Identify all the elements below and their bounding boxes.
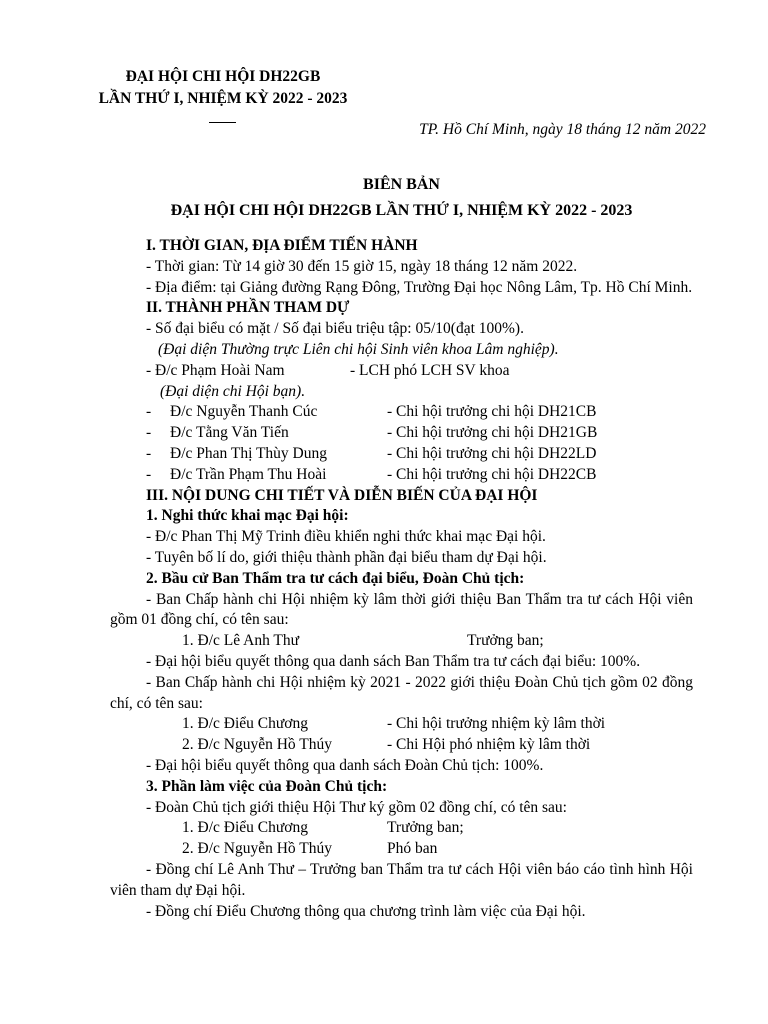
delegate-role: - Chi hội trưởng chi hội DH21GB	[387, 424, 598, 442]
list-dash: -	[146, 424, 152, 442]
opening-line-2: - Tuyên bố lí do, giới thiệu thành phần đại biểu tham dự Đại hội.	[146, 548, 547, 566]
section-1-heading: I. THỜI GIAN, ĐỊA ĐIỂM TIẾN HÀNH	[146, 237, 418, 254]
meeting-time: - Thời gian: Từ 14 giờ 30 đến 15 giờ 15, ngày 18 tháng 12 năm 2022.	[146, 257, 578, 275]
delegate-role: - Chi hội trưởng chi hội DH22CB	[387, 465, 597, 483]
member-name: 1. Đ/c Điểu Chương	[182, 819, 308, 837]
title-line-2: ĐẠI HỘI CHI HỘI DH22GB LẦN THỨ I, NHIỆM KỲ 2022 - 2023	[170, 202, 633, 219]
delegate-name: Đ/c Tằng Văn Tiến	[170, 424, 289, 442]
member-row	[110, 818, 693, 839]
delegate-row	[110, 402, 693, 423]
member-name: 2. Đ/c Nguyễn Hồ Thúy	[182, 736, 332, 754]
member-name: 1. Đ/c Điểu Chương	[182, 715, 308, 733]
presidium-intro: - Ban Chấp hành chi Hội nhiệm kỳ 2021 - 2022 giới thiệu Đoàn Chủ tịch gồm 02 đồng chí, có tên sau:	[110, 673, 693, 712]
organization-header	[78, 66, 368, 110]
list-dash: -	[146, 465, 152, 483]
delegate-role: - LCH phó LCH SV khoa	[350, 361, 510, 379]
section-2-heading: II. THÀNH PHẦN THAM DỰ	[146, 299, 350, 317]
opening-line-1: - Đ/c Phan Thị Mỹ Trinh điều khiển nghi thức khai mạc Đại hội.	[146, 528, 546, 546]
vote-verification-board: - Đại hội biểu quyết thông qua danh sách Ban Thẩm tra tư cách đại biểu: 100%.	[146, 652, 641, 670]
delegate-row	[110, 444, 693, 465]
subsection-2-heading: 2. Bầu cử Ban Thẩm tra tư cách đại biểu, Đoàn Chủ tịch:	[146, 569, 525, 587]
subsection-3-heading: 3. Phần làm việc của Đoàn Chủ tịch:	[146, 777, 388, 795]
member-role: - Chi Hội phó nhiệm kỳ lâm thời	[387, 736, 591, 754]
section-3-heading: III. NỘI DUNG CHI TIẾT VÀ DIỄN BIẾN CỦA ĐẠI HỘI	[146, 486, 538, 504]
member-row	[110, 631, 693, 652]
document-title	[110, 172, 693, 224]
delegate-role: - Chi hội trưởng chi hội DH22LD	[387, 444, 597, 462]
member-role: Phó ban	[387, 840, 438, 858]
member-name: 1. Đ/c Lê Anh Thư	[182, 632, 300, 650]
title-line-1: BIÊN BẢN	[363, 176, 440, 193]
attendance-report: - Đồng chí Lê Anh Thư – Trưởng ban Thẩm tra tư cách Hội viên báo cáo tình hình Hội viên tham dự Đại hội.	[110, 860, 693, 899]
delegate-name: Đ/c Trần Phạm Thu Hoài	[170, 465, 327, 483]
attendance-count: - Số đại biểu có mặt / Số đại biểu triệu tập: 05/10(đạt 100%).	[146, 320, 524, 338]
list-dash: -	[146, 444, 152, 462]
member-role: Trưởng ban;	[467, 632, 544, 650]
member-row	[110, 735, 693, 756]
verification-board-intro: - Ban Chấp hành chi Hội nhiệm kỳ lâm thời giới thiệu Ban Thẩm tra tư cách Hội viên gồm 01 đồng chí, có tên sau:	[110, 590, 693, 629]
secretary-intro: - Đoàn Chủ tịch giới thiệu Hội Thư ký gồm 02 đồng chí, có tên sau:	[146, 798, 567, 816]
organization-line-1: ĐẠI HỘI CHI HỘI DH22GB	[125, 68, 321, 85]
delegate-name: Đ/c Phan Thị Thùy Dung	[170, 444, 328, 462]
member-role: Trưởng ban;	[387, 819, 464, 837]
place-date-line: TP. Hồ Chí Minh, ngày 18 tháng 12 năm 2022	[419, 121, 706, 138]
member-name: 2. Đ/c Nguyễn Hồ Thúy	[182, 840, 332, 858]
vote-presidium: - Đại hội biểu quyết thông qua danh sách Đoàn Chủ tịch: 100%.	[146, 756, 544, 774]
delegate-role: - Chi hội trưởng chi hội DH21CB	[387, 403, 597, 421]
meeting-place: - Địa điểm: tại Giảng đường Rạng Đông, Trường Đại học Nông Lâm, Tp. Hồ Chí Minh.	[146, 278, 693, 296]
agenda-approval: - Đồng chí Điểu Chương thông qua chương trình làm việc của Đại hội.	[146, 902, 586, 920]
header-underline	[209, 122, 236, 123]
delegate-group-1-note: (Đại diện Thường trực Liên chi hội Sinh viên khoa Lâm nghiệp).	[158, 340, 559, 358]
delegate-row	[110, 465, 693, 486]
member-row	[110, 714, 693, 735]
delegate-row	[110, 423, 693, 444]
delegate-row	[110, 361, 693, 382]
organization-line-2: LẦN THỨ I, NHIỆM KỲ 2022 - 2023	[98, 90, 348, 107]
document-body	[110, 236, 693, 922]
delegate-group-2-note: (Đại diện chi Hội bạn).	[160, 382, 306, 400]
delegate-name: - Đ/c Phạm Hoài Nam	[146, 361, 285, 379]
subsection-1-heading: 1. Nghi thức khai mạc Đại hội:	[146, 507, 349, 525]
member-row	[110, 839, 693, 860]
member-role: - Chi hội trưởng nhiệm kỳ lâm thời	[387, 715, 606, 733]
list-dash: -	[146, 403, 152, 421]
delegate-name: Đ/c Nguyễn Thanh Cúc	[170, 403, 318, 421]
